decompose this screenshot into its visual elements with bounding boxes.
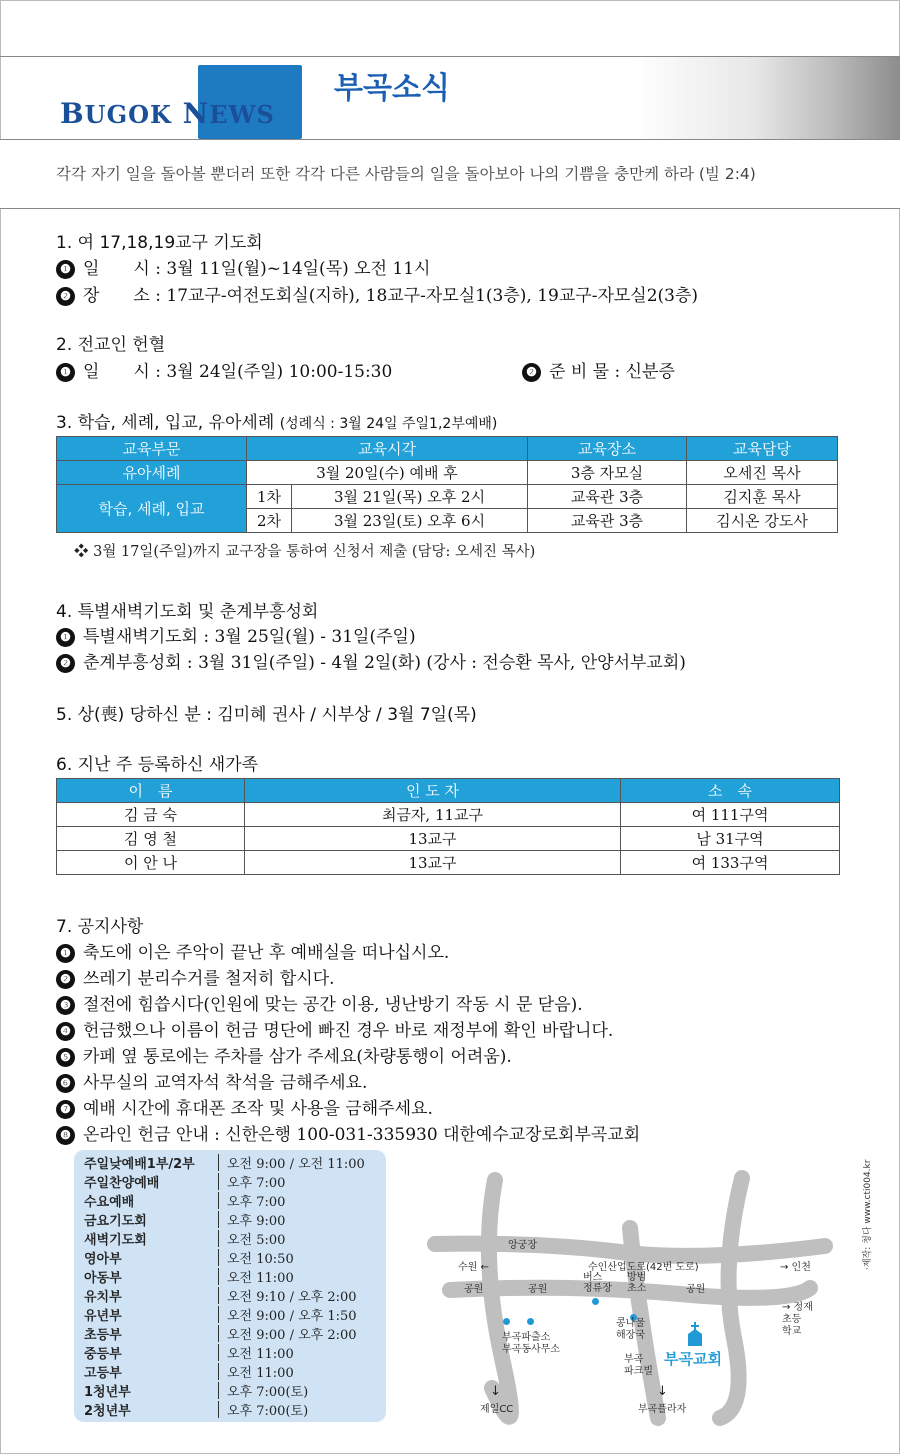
table-header: 교육장소 bbox=[528, 437, 687, 461]
table-cell: 김시온 강도사 bbox=[687, 509, 838, 533]
schedule-row: 2청년부 오후 7:00(토) bbox=[84, 1401, 308, 1420]
credit-text: ·제작: 청다 www.cti004.kr bbox=[863, 1159, 873, 1270]
table-cell: 유아세례 bbox=[57, 461, 247, 485]
office-marker bbox=[527, 1318, 534, 1325]
schedule-row: 주일낮예배1부/2부 오전 9:00 / 오전 11:00 bbox=[84, 1154, 365, 1173]
section-4-line-1: ❶ 특별새벽기도회 : 3월 25일(월) - 31일(주일) bbox=[56, 622, 416, 647]
schedule-row: 고등부 오전 11:00 bbox=[84, 1363, 294, 1382]
notice-item: ❽ 온라인 헌금 안내 : 신한은행 100-031-335930 대한예수교장로회부곡교회 bbox=[56, 1120, 640, 1145]
table-cell: 3월 21일(목) 오후 2시 bbox=[292, 485, 528, 509]
map-label: → 인천 bbox=[780, 1262, 811, 1273]
table-header: 인 도 자 bbox=[245, 779, 621, 803]
table-cell: 교육관 3층 bbox=[528, 509, 687, 533]
verse-banner bbox=[0, 139, 900, 209]
map-label: 부곡파출소 bbox=[502, 1332, 551, 1343]
schedule-row: 중등부 오전 11:00 bbox=[84, 1344, 294, 1363]
map-label: 앙궁장 bbox=[508, 1240, 537, 1251]
schedule-row: 새벽기도회 오전 5:00 bbox=[84, 1230, 285, 1249]
notice-item: ❶ 축도에 이은 주악이 끝난 후 예배실을 떠나십시오. bbox=[56, 938, 449, 963]
section-3-title: 3. 학습, 세례, 입교, 유아세례 (성례식 : 3월 24일 주일1,2부예배) bbox=[56, 413, 498, 433]
table-row: 이 안 나 13교구 여 133구역 bbox=[57, 851, 840, 875]
section-1-line-1: ❶ 일 시 : 3월 11일(월)~14일(목) 오전 11시 bbox=[56, 254, 430, 279]
notice-item: ❻ 사무실의 교역자석 착석을 금해주세요. bbox=[56, 1068, 367, 1093]
table-cell: 3월 20일(수) 예배 후 bbox=[247, 461, 528, 485]
section-3-note: ❖ 3월 17일(주일)까지 교구장을 통하여 신청서 제출 (담당: 오세진 목사) bbox=[74, 544, 536, 560]
section-2-line-2: ❷ 준 비 물 : 신분증 bbox=[522, 357, 675, 382]
table-header: 교육담당 bbox=[687, 437, 838, 461]
section-5-title: 5. 상(喪) 당하신 분 : 김미혜 권사 / 시부상 / 3월 7일(목) bbox=[56, 705, 477, 725]
bugok-news-logo: BUGOK NEWS bbox=[60, 97, 275, 130]
circled-number-1: ❶ bbox=[56, 260, 75, 279]
baptism-schedule-table bbox=[56, 436, 838, 533]
section-6-title: 6. 지난 주 등록하신 새가족 bbox=[56, 755, 259, 775]
table-header: 교육부문 bbox=[57, 437, 247, 461]
map-label: 방범 초소 bbox=[627, 1272, 647, 1294]
map-label: 제일CC bbox=[480, 1404, 514, 1415]
table-row: 김 영 철 13교구 남 31구역 bbox=[57, 827, 840, 851]
map-label: 콩나물 해장국 bbox=[616, 1318, 645, 1341]
table-cell: 2차 bbox=[247, 509, 292, 533]
table-header: 이 름 bbox=[57, 779, 245, 803]
bus-stop-marker bbox=[592, 1298, 599, 1305]
section-4-line-2: ❷ 춘계부흥성회 : 3월 31일(주일) - 4월 2일(화) (강사 : 전승환 목사, 안양서부교회) bbox=[56, 648, 686, 673]
map-label: → 정재 초등 학교 bbox=[782, 1302, 813, 1337]
section-2-line-1: ❶ 일 시 : 3월 24일(주일) 10:00-15:30 bbox=[56, 357, 392, 382]
police-marker bbox=[503, 1318, 510, 1325]
map-label: 수원 ← bbox=[458, 1262, 489, 1273]
new-family-table bbox=[56, 778, 840, 875]
table-header: 교육시각 bbox=[247, 437, 528, 461]
schedule-row: 영아부 오전 10:50 bbox=[84, 1249, 294, 1268]
map-label: 공원 bbox=[528, 1284, 548, 1295]
map-label: 공원 bbox=[686, 1284, 706, 1295]
schedule-row: 수요예배 오후 7:00 bbox=[84, 1192, 285, 1211]
schedule-row: 금요기도회 오후 9:00 bbox=[84, 1211, 285, 1230]
schedule-row: 유년부 오전 9:00 / 오후 1:50 bbox=[84, 1306, 357, 1325]
church-label: 부곡교회 bbox=[664, 1350, 722, 1368]
table-cell: 오세진 목사 bbox=[687, 461, 838, 485]
table-cell: 3층 자모실 bbox=[528, 461, 687, 485]
church-location-map bbox=[420, 1168, 840, 1428]
map-label: 공원 bbox=[464, 1284, 484, 1295]
table-cell: 교육관 3층 bbox=[528, 485, 687, 509]
map-label: 부곡플라자 bbox=[638, 1404, 687, 1415]
section-7-title: 7. 공지사항 bbox=[56, 917, 144, 937]
arrow-down-icon: ↓ bbox=[490, 1384, 501, 1399]
table-cell: 김지훈 목사 bbox=[687, 485, 838, 509]
map-label: 부곡 파크빌 bbox=[624, 1354, 653, 1377]
schedule-row: 주일찬양예배 오후 7:00 bbox=[84, 1173, 285, 1192]
verse-text: 각각 자기 일을 돌아볼 뿐더러 또한 각각 다른 사람들의 일을 돌아보아 나의 기쁨을 충만케 하라 (빌 2:4) bbox=[56, 165, 756, 183]
church-icon bbox=[686, 1322, 704, 1346]
notice-item: ❼ 예배 시간에 휴대폰 조작 및 사용을 금해주세요. bbox=[56, 1094, 433, 1119]
schedule-row: 아동부 오전 11:00 bbox=[84, 1268, 294, 1287]
section-1-line-2: ❷ 장 소 : 17교구-여전도회실(지하), 18교구-자모실1(3층), 19교구-자모실2(3층) bbox=[56, 281, 698, 306]
table-cell: 1차 bbox=[247, 485, 292, 509]
worship-schedule-box bbox=[74, 1150, 386, 1422]
notice-item: ❹ 헌금했으나 이름이 헌금 명단에 빠진 경우 바로 재정부에 확인 바랍니다. bbox=[56, 1016, 613, 1041]
section-4-title: 4. 특별새벽기도회 및 춘계부흥성회 bbox=[56, 602, 319, 622]
section-1-title: 1. 여 17,18,19교구 기도회 bbox=[56, 233, 263, 253]
schedule-row: 유치부 오전 9:10 / 오후 2:00 bbox=[84, 1287, 357, 1306]
schedule-row: 초등부 오전 9:00 / 오후 2:00 bbox=[84, 1325, 357, 1344]
table-header: 소 속 bbox=[621, 779, 840, 803]
arrow-down-icon: ↓ bbox=[657, 1384, 668, 1399]
table-row: 김 금 숙 최금자, 11교구 여 111구역 bbox=[57, 803, 840, 827]
circled-number-2: ❷ bbox=[56, 287, 75, 306]
header bbox=[0, 56, 900, 139]
map-roads bbox=[420, 1168, 840, 1428]
map-label: 부곡동사무소 bbox=[502, 1344, 560, 1355]
page-title: 부곡소식 bbox=[334, 71, 450, 106]
map-label: 수인산업도로(42번 도로) bbox=[588, 1262, 699, 1273]
section-2-title: 2. 전교인 헌혈 bbox=[56, 335, 166, 355]
notice-item: ❷ 쓰레기 분리수거를 철저히 합시다. bbox=[56, 964, 335, 989]
table-cell: 학습, 세례, 입교 bbox=[57, 485, 247, 533]
schedule-row: 1청년부 오후 7:00(토) bbox=[84, 1382, 308, 1401]
table-cell: 3월 23일(토) 오후 6시 bbox=[292, 509, 528, 533]
notice-item: ❺ 카페 옆 통로에는 주차를 삼가 주세요(차량통행이 어려움). bbox=[56, 1042, 512, 1067]
map-label: 버스 정류장 bbox=[583, 1272, 612, 1294]
notice-item: ❸ 절전에 힘씁시다(인원에 맞는 공간 이용, 냉난방기 작동 시 문 닫음). bbox=[56, 990, 583, 1015]
